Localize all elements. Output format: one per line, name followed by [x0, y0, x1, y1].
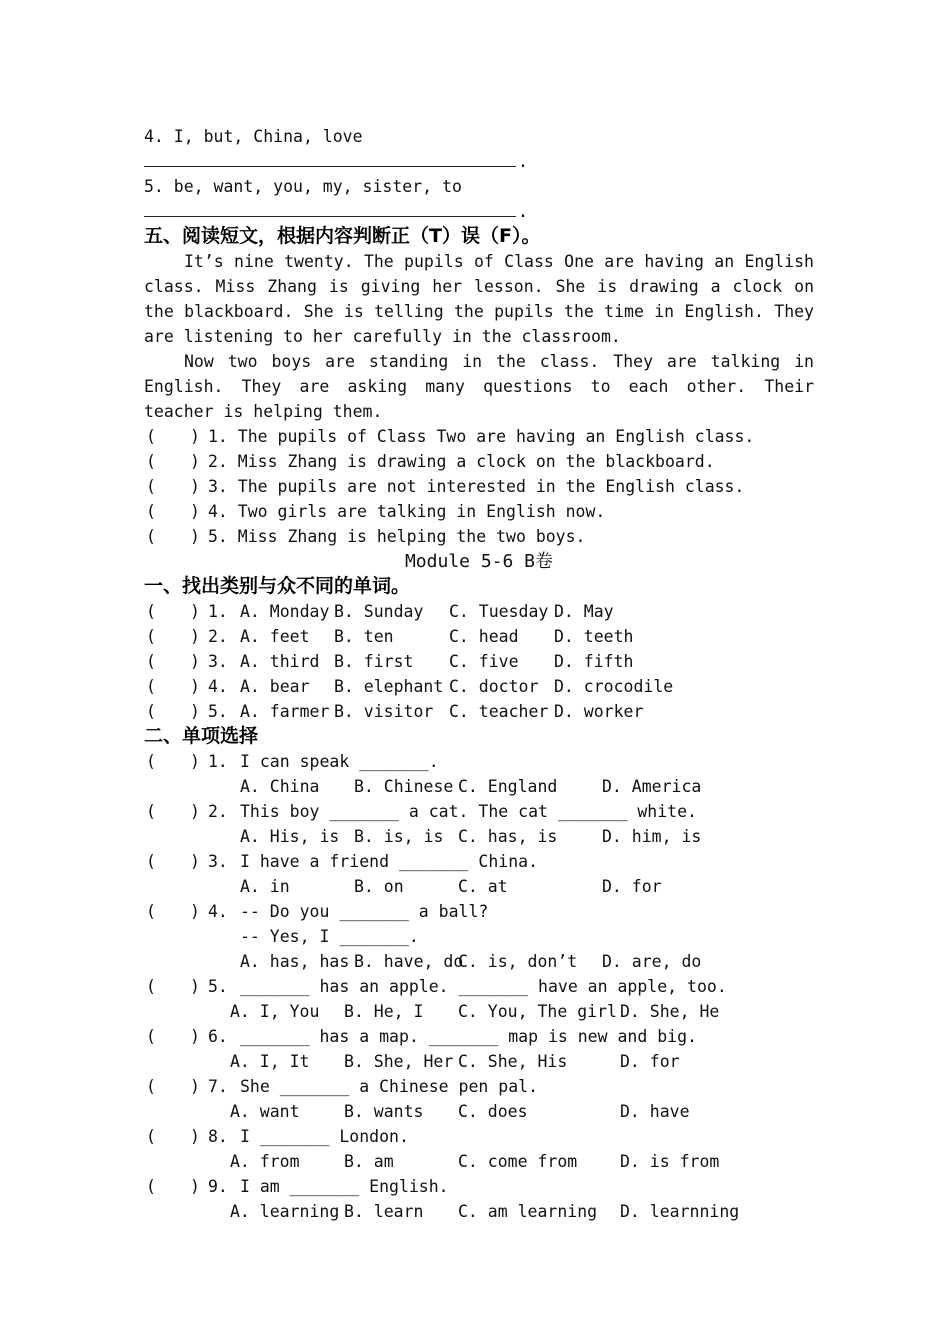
- odd-one-out-row: ( ) 2. A. feet B. ten C. head D. teeth: [146, 627, 634, 646]
- mc-options: A. want B. wants C. does D. have: [230, 1102, 690, 1121]
- top-item-5: 5. be, want, you, my, sister, to: [144, 177, 462, 196]
- mc-options: A. from B. am C. come from D. is from: [230, 1152, 720, 1171]
- mc-question-line: -- Yes, I _______.: [240, 927, 419, 946]
- section1-heading: 一、找出类别与众不同的单词。: [144, 575, 411, 597]
- reading-paragraph: Now two boys are standing in the class. They are talking in English. They are asking many questions to each other. Their teacher is helping them.: [144, 352, 814, 421]
- mc-options: A. China B. Chinese C. England D. America: [240, 777, 702, 796]
- tf-statement: ( ) 5. Miss Zhang is helping the two boys.: [146, 527, 586, 546]
- tf-statement: ( ) 1. The pupils of Class Two are having an English class.: [146, 427, 755, 446]
- mc-question: ( ) 4. -- Do you _______ a ball?: [146, 902, 489, 921]
- odd-one-out-row: ( ) 1. A. Monday B. Sunday C. Tuesday D. May: [146, 602, 614, 621]
- mc-options: A. His, is B. is, is C. has, is D. him, is: [240, 827, 702, 846]
- mc-question: ( ) 3. I have a friend _______ China.: [146, 852, 539, 871]
- mc-question: ( ) 6. _______ has a map. _______ map is new and big.: [146, 1027, 697, 1046]
- answer-line: .: [144, 199, 814, 224]
- odd-one-out-row: ( ) 4. A. bear B. elephant C. doctor D. crocodile: [146, 677, 674, 696]
- mc-options: A. I, It B. She, Her C. She, His D. for: [230, 1052, 680, 1071]
- odd-one-out-row: ( ) 3. A. third B. first C. five D. fifth: [146, 652, 634, 671]
- section5-heading: 五、阅读短文，根据内容判断正（T）误（F）。: [144, 225, 541, 247]
- module-title: Module 5-6 B卷: [404, 551, 554, 572]
- answer-line: .: [144, 149, 814, 174]
- mc-question: ( ) 8. I _______ London.: [146, 1127, 409, 1146]
- mc-question: ( ) 1. I can speak _______.: [146, 752, 439, 771]
- odd-one-out-row: ( ) 5. A. farmer B. visitor C. teacher D. worker: [146, 702, 644, 721]
- tf-statement: ( ) 3. The pupils are not interested in the English class.: [146, 477, 745, 496]
- top-item-4: 4. I, but, China, love: [144, 127, 363, 146]
- worksheet-page: [144, 124, 814, 1224]
- mc-question: ( ) 5. _______ has an apple. _______ have an apple, too.: [146, 977, 727, 996]
- mc-question: ( ) 7. She _______ a Chinese pen pal.: [146, 1077, 539, 1096]
- mc-question: ( ) 9. I am _______ English.: [146, 1177, 449, 1196]
- tf-statement: ( ) 2. Miss Zhang is drawing a clock on the blackboard.: [146, 452, 715, 471]
- tf-statement: ( ) 4. Two girls are talking in English now.: [146, 502, 606, 521]
- mc-options: A. in B. on C. at D. for: [240, 877, 662, 896]
- mc-options: A. learning B. learn C. am learning D. learnning: [230, 1202, 740, 1221]
- mc-options: A. has, has B. have, do C. is, don’t D. are, do: [240, 952, 702, 971]
- section2-heading: 二、单项选择: [144, 725, 259, 747]
- reading-paragraph: It’s nine twenty. The pupils of Class One are having an English class. Miss Zhang is giving her lesson. She is drawing a clock on the blackboard. She is telling the pupils the time in English. They are listening to her carefully in the classroom.: [144, 252, 814, 346]
- mc-options: A. I, You B. He, I C. You, The girl D. She, He: [230, 1002, 720, 1021]
- mc-question: ( ) 2. This boy _______ a cat. The cat _______ white.: [146, 802, 697, 821]
